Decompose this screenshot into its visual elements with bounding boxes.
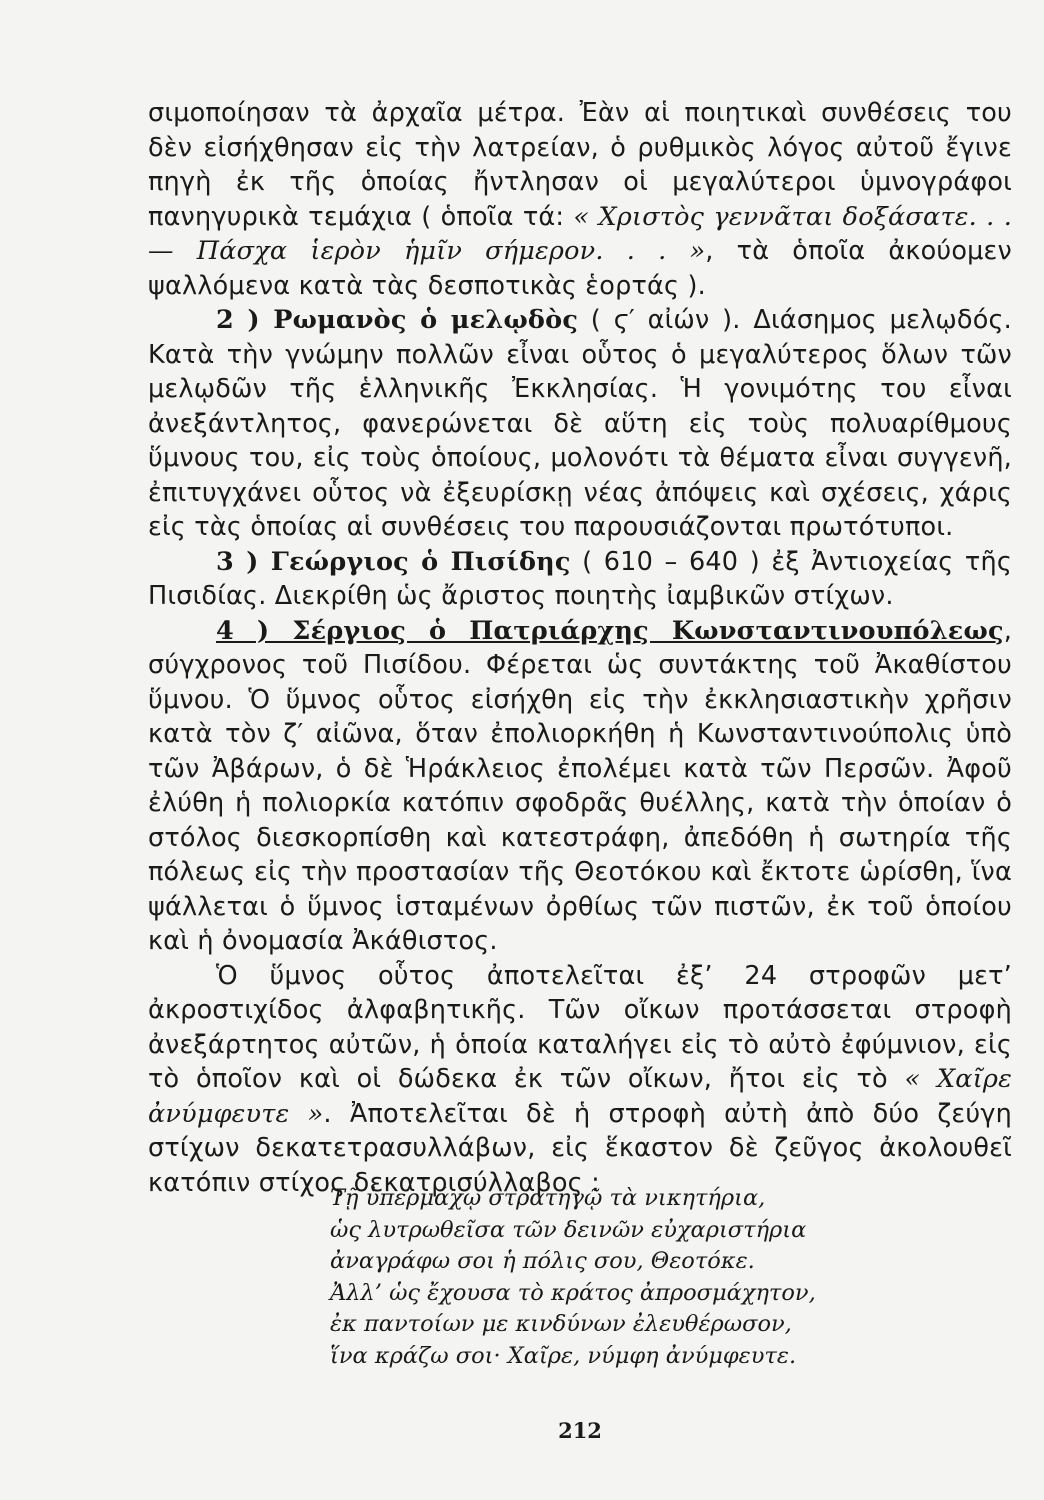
- emphasis-run: « Χαῖρε ἀνύμφευτε »: [148, 1064, 1013, 1129]
- paragraph: [148, 303, 1012, 545]
- emphasis-run: « Χριστὸς γεννᾶται δοξάσατε. . . — Πάσχα ἱερὸν ἡμῖν σήμερον. . . »: [148, 201, 1013, 266]
- body-text: [148, 96, 1012, 1200]
- emphasis-run: 2 ) Ρωμανὸς ὁ μελῳδὸς: [216, 305, 579, 335]
- verse-line: ἵνα κράζω σοι· Χαῖρε, νύμφη ἀνύμφευτε.: [330, 1342, 797, 1369]
- verse-line: ἀναγράφω σοι ἡ πόλις σου, Θεοτόκε.: [330, 1248, 755, 1274]
- paragraph: [148, 614, 1012, 959]
- paragraph: [148, 959, 1012, 1201]
- text-run: . Ἀποτελεῖται δὲ ἡ στροφὴ αὐτὴ ἀπὸ δύο ζεύγη στίχων δεκατετρασυλλάβων, εἰς ἕκαστον δὲ ζεῦγος ἀκολουθεῖ κατόπιν στίχος δεκατρισύλλαβος :: [148, 1098, 1012, 1198]
- text-run: ( 610 – 640 ) ἐξ Ἀντιοχείας τῆς Πισιδίας. Διεκρίθη ὡς ἄριστος ποιητὴς ἰαμβικῶν στίχων.: [148, 546, 1012, 611]
- paragraph: [148, 545, 1012, 614]
- verse-line: Ἀλλ’ ὡς ἔχουσα τὸ κράτος ἀπροσμάχητον,: [330, 1279, 816, 1306]
- page-number: 212: [558, 1418, 602, 1443]
- text-run: Ὁ ὕμνος οὗτος ἀποτελεῖται ἐξ’ 24 στροφῶν μετ’ ἀκροστιχίδος ἀλφαβητικῆς. Τῶν οἴκων προτάσσεται στροφὴ ἀνεξάρτητος αὐτῶν, ἡ ὁποία καταλήγει εἰς τὸ αὐτὸ ἐφύμνιον, εἰς τὸ ὁποῖον καὶ οἱ δώδεκα ἐκ τῶν οἴκων, ἤτοι εἰς τὸ: [148, 960, 1012, 1094]
- emphasis-run: 3 ) Γεώργιος ὁ Πισίδης: [216, 546, 571, 577]
- paragraph: [148, 96, 1012, 303]
- text-run: σιμοποίησαν τὰ ἀρχαῖα μέτρα. Ἐὰν αἱ ποιητικαὶ συνθέσεις του δὲν εἰσήχθησαν εἰς τὴν λατρείαν, ὁ ρυθμικὸς λόγος αὐτοῦ ἔγινε πηγὴ ἐκ τῆς ὁποίας ἤντλησαν οἱ μεγαλύτεροι ὑμνογράφοι πανηγυρικὰ τεμάχια ( ὁποῖα τά:: [148, 98, 1012, 232]
- verse-line: Τῇ ὑπερμάχῳ στρατηγῷ τὰ νικητήρια,: [330, 1185, 766, 1211]
- text-run: , σύγχρονος τοῦ Πισίδου. Φέρεται ὡς συντάκτης τοῦ Ἀκαθίστου ὕμνου. Ὁ ὕμνος οὗτος εἰσήχθη εἰς τὴν ἐκκλησιαστικὴν χρῆσιν κατὰ τὸν ζ′ αἰῶνα, ὅταν ἐπολιορκήθη ἡ Κωνσταντινούπολις ὑπὸ τῶν Ἀβάρων, ὁ δὲ Ἡράκλειος ἐπολέμει κατὰ τῶν Περσῶν. Ἀφοῦ ἐλύθη ἡ πολιορκία κατόπιν σφοδρᾶς θυέλλης, κατὰ τὴν ὁποίαν ὁ στόλος διεσκορπίσθη καὶ κατεστράφη, ἀπεδόθη ἡ σωτηρία τῆς πόλεως εἰς τὴν προστασίαν τῆς Θεοτόκου καὶ ἔκτοτε ὡρίσθη, ἵνα ψάλλεται ὁ ὕμνος ἱσταμένων ὀρθίως τῶν πιστῶν, ἐκ τοῦ ὁποίου καὶ ἡ ὀνομασία Ἀκάθιστος.: [148, 615, 1012, 956]
- verse-line: ὡς λυτρωθεῖσα τῶν δεινῶν εὐχαριστήρια: [330, 1216, 807, 1243]
- verse-block: [330, 1183, 816, 1372]
- text-run: ( ϛ′ αἰών ). Διάσημος μελῳδός. Κατὰ τὴν γνώμην πολλῶν εἶναι οὗτος ὁ μεγαλύτερος ὅλων τῶν μελῳδῶν τῆς ἑλληνικῆς Ἐκκλησίας. Ἡ γονιμότης του εἶναι ἀνεξάντλητος, φανερώνεται δὲ αὕτη εἰς τοὺς πολυαρίθμους ὕμνους του, εἰς τοὺς ὁποίους, μολονότι τὰ θέματα εἶναι συγγενῆ, ἐπιτυγχάνει οὗτος νὰ ἐξευρίσκῃ νέας ἀπόψεις καὶ σχέσεις, χάρις εἰς τὰς ὁποίας αἱ συνθέσεις του παρουσιάζονται πρωτότυποι.: [148, 305, 1012, 542]
- emphasis-run: 4 ) Σέργιος ὁ Πατριάρχης Κωνσταντινουπόλεως: [216, 615, 1004, 646]
- verse-line: ἐκ παντοίων με κινδύνων ἐλευθέρωσον,: [330, 1311, 792, 1337]
- text-run: , τὰ ὁποῖα ἀκούομεν ψαλλόμενα κατὰ τὰς δεσποτικὰς ἑορτάς ).: [148, 236, 1012, 301]
